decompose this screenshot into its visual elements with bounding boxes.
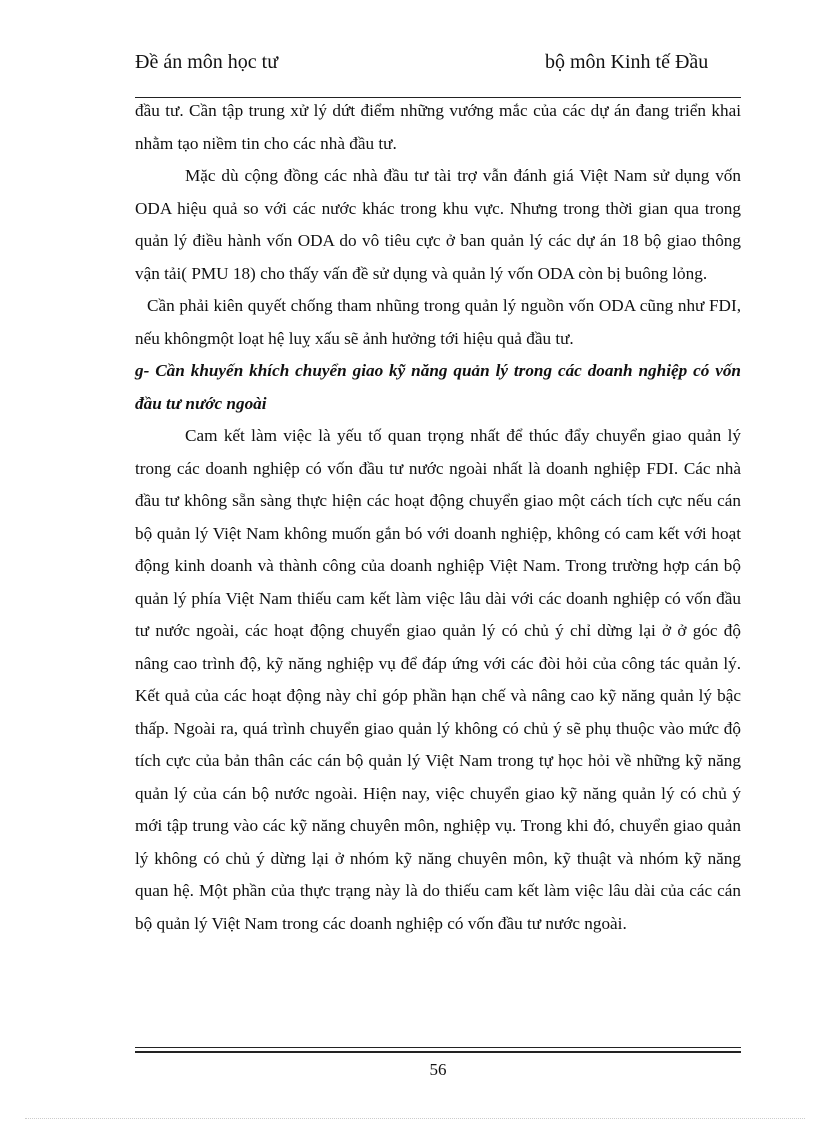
page-number: 56 (429, 1060, 447, 1079)
document-body (135, 95, 741, 940)
paragraph-continuation: đầu tư. Cần tập trung xử lý dứt điểm những vướng mắc của các dự án đang triển khai nhằm tạo niềm tin cho các nhà đầu tư. (135, 101, 741, 153)
header-course-title: Đề án môn học tư (135, 51, 279, 73)
footer-rule-thick (135, 1051, 741, 1053)
page-edge-divider (25, 1118, 805, 1119)
header-department-title: bộ môn Kinh tế Đầu (545, 51, 709, 73)
section-heading: g- Cần khuyến khích chuyển giao kỹ năng quản lý trong các doanh nghiệp có vốn đầu tư nước ngoài (135, 361, 741, 413)
paragraph-management-transfer: Cam kết làm việc là yếu tố quan trọng nhất để thúc đẩy chuyển giao quản lý trong các doanh nghiệp có vốn đầu tư nước ngoài nhất là doanh nghiệp FDI. Các nhà đầu tư không sẵn sàng thực hiện các hoạt động chuyển giao một cách tích cực nếu cán bộ quản lý Việt Nam không muốn gắn bó với doanh nghiệp, không có cam kết với hoạt động kinh doanh và thành công của doanh nghiệp Việt Nam. Trong trường hợp cán bộ quản lý phía Việt Nam thiếu cam kết làm việc lâu dài với các doanh nghiệp có vốn đầu tư nước ngoài, các hoạt động chuyển giao quản lý có chủ ý chỉ dừng lại ở ở góc độ nâng cao trình độ, kỹ năng nghiệp vụ để đáp ứng với các đòi hỏi của công tác quản lý. Kết quả của các hoạt động này chỉ góp phần hạn chế và nâng cao kỹ năng quản lý bậc thấp. Ngoài ra, quá trình chuyển giao quản lý không có chủ ý sẽ phụ thuộc vào mức độ tích cực của bản thân các cán bộ quản lý Việt Nam trong tự học hỏi về những kỹ năng quản lý của cán bộ nước ngoài. Hiện nay, việc chuyển giao kỹ năng quản lý có chủ ý mới tập trung vào các kỹ năng chuyên môn, nghiệp vụ. Trong khi đó, chuyển giao quản lý không có chủ ý dừng lại ở nhóm kỹ năng chuyên môn, kỹ thuật và nhóm kỹ năng quan hệ. Một phần của thực trạng này là do thiếu cam kết làm việc lâu dài của các cán bộ quản lý Việt Nam trong các doanh nghiệp có vốn đầu tư nước ngoài. (135, 426, 741, 933)
paragraph-oda-assessment: Mặc dù cộng đồng các nhà đầu tư tài trợ vẫn đánh giá Việt Nam sử dụng vốn ODA hiệu quả so với các nước khác trong khu vực. Nhưng trong thời gian qua trong quản lý điều hành vốn ODA do vô tiêu cực ở ban quản lý các dự án 18 bộ giao thông vận tải( PMU 18) cho thấy vấn đề sử dụng và quản lý vốn ODA còn bị buông lỏng. (135, 166, 741, 283)
paragraph-anti-corruption: Cần phải kiên quyết chống tham nhũng trong quản lý nguồn vốn ODA cũng như FDI, nếu khôngmột loạt hệ luỵ xấu sẽ ảnh hưởng tới hiệu quả đầu tư. (135, 296, 741, 348)
footer-rule-thin (135, 1047, 741, 1048)
